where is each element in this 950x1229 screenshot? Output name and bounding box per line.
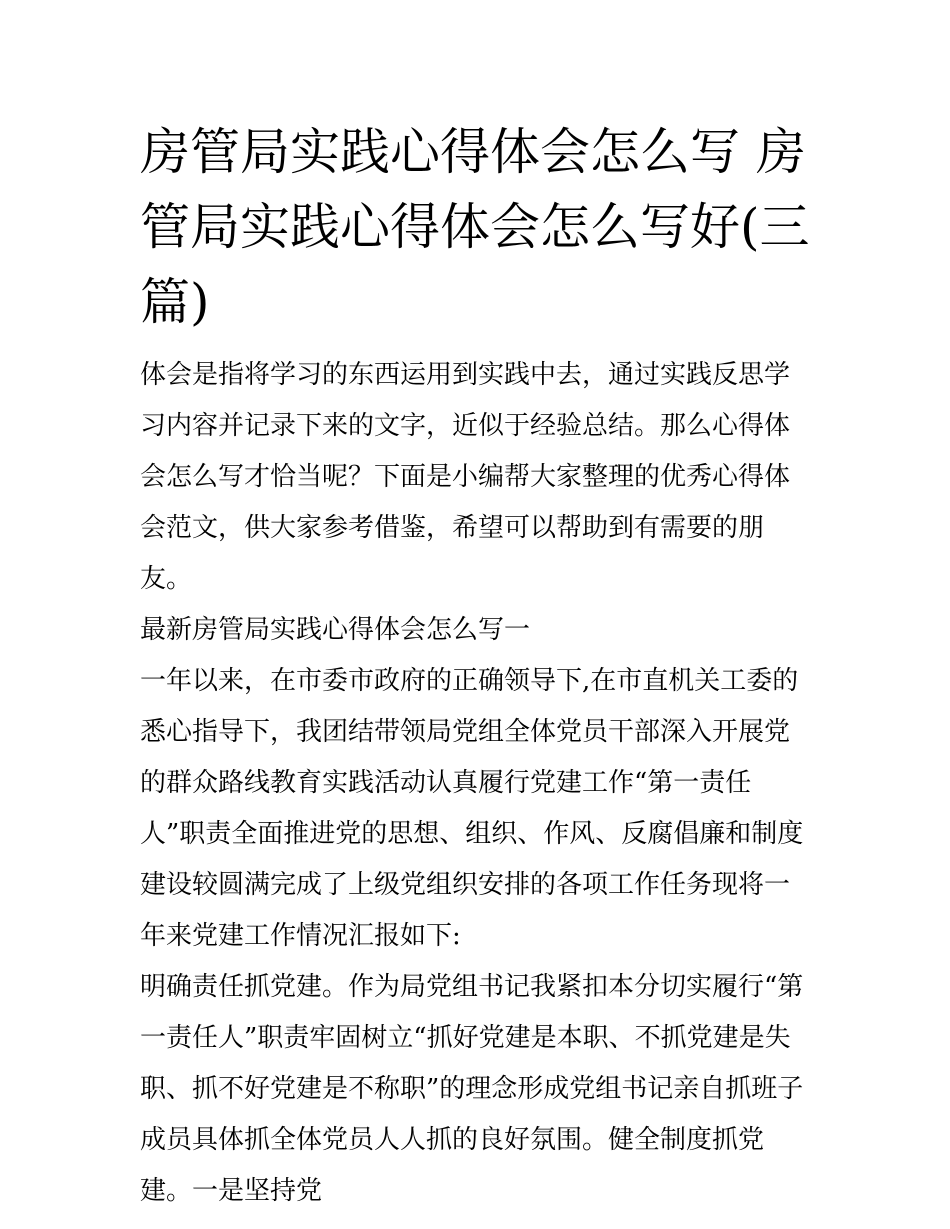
body-paragraph-1: 一年以来，在市委市政府的正确领导下,在市直机关工委的悉心指导下，我团结带领局党组全体党员干部深入开展党的群众路线教育实践活动认真履行党建工作“第一责任人”职责全面推进党的思想、组织、作风、反腐倡廉和制度建设较圆满完成了上级党组织安排的各项工作任务现将一年来党建工作情况汇报如下: bbox=[140, 666, 804, 951]
intro-paragraph: 体会是指将学习的东西运用到实践中去，通过实践反思学习内容并记录下来的文字，近似于经验总结。那么心得体会怎么写才恰当呢？下面是小编帮大家整理的优秀心得体会范文，供大家参考借鉴，希望可以帮助到有需要的朋友。 bbox=[140, 360, 791, 594]
section-heading: 最新房管局实践心得体会怎么写一 bbox=[140, 615, 531, 645]
document-content bbox=[140, 115, 815, 1217]
document-title: 房管局实践心得体会怎么写 房管局实践心得体会怎么写好(三篇) bbox=[140, 123, 810, 331]
body-paragraph-2: 明确责任抓党建。作为局党组书记我紧扣本分切实履行“第一责任人”职责牢固树立“抓好党建是本职、不抓党建是失职、抓不好党建是不称职”的理念形成党组书记亲自抓班子成员具体抓全体党员人人抓的良好氛围。健全制度抓党建。一是坚持党 bbox=[140, 972, 804, 1206]
title-block bbox=[140, 115, 815, 340]
